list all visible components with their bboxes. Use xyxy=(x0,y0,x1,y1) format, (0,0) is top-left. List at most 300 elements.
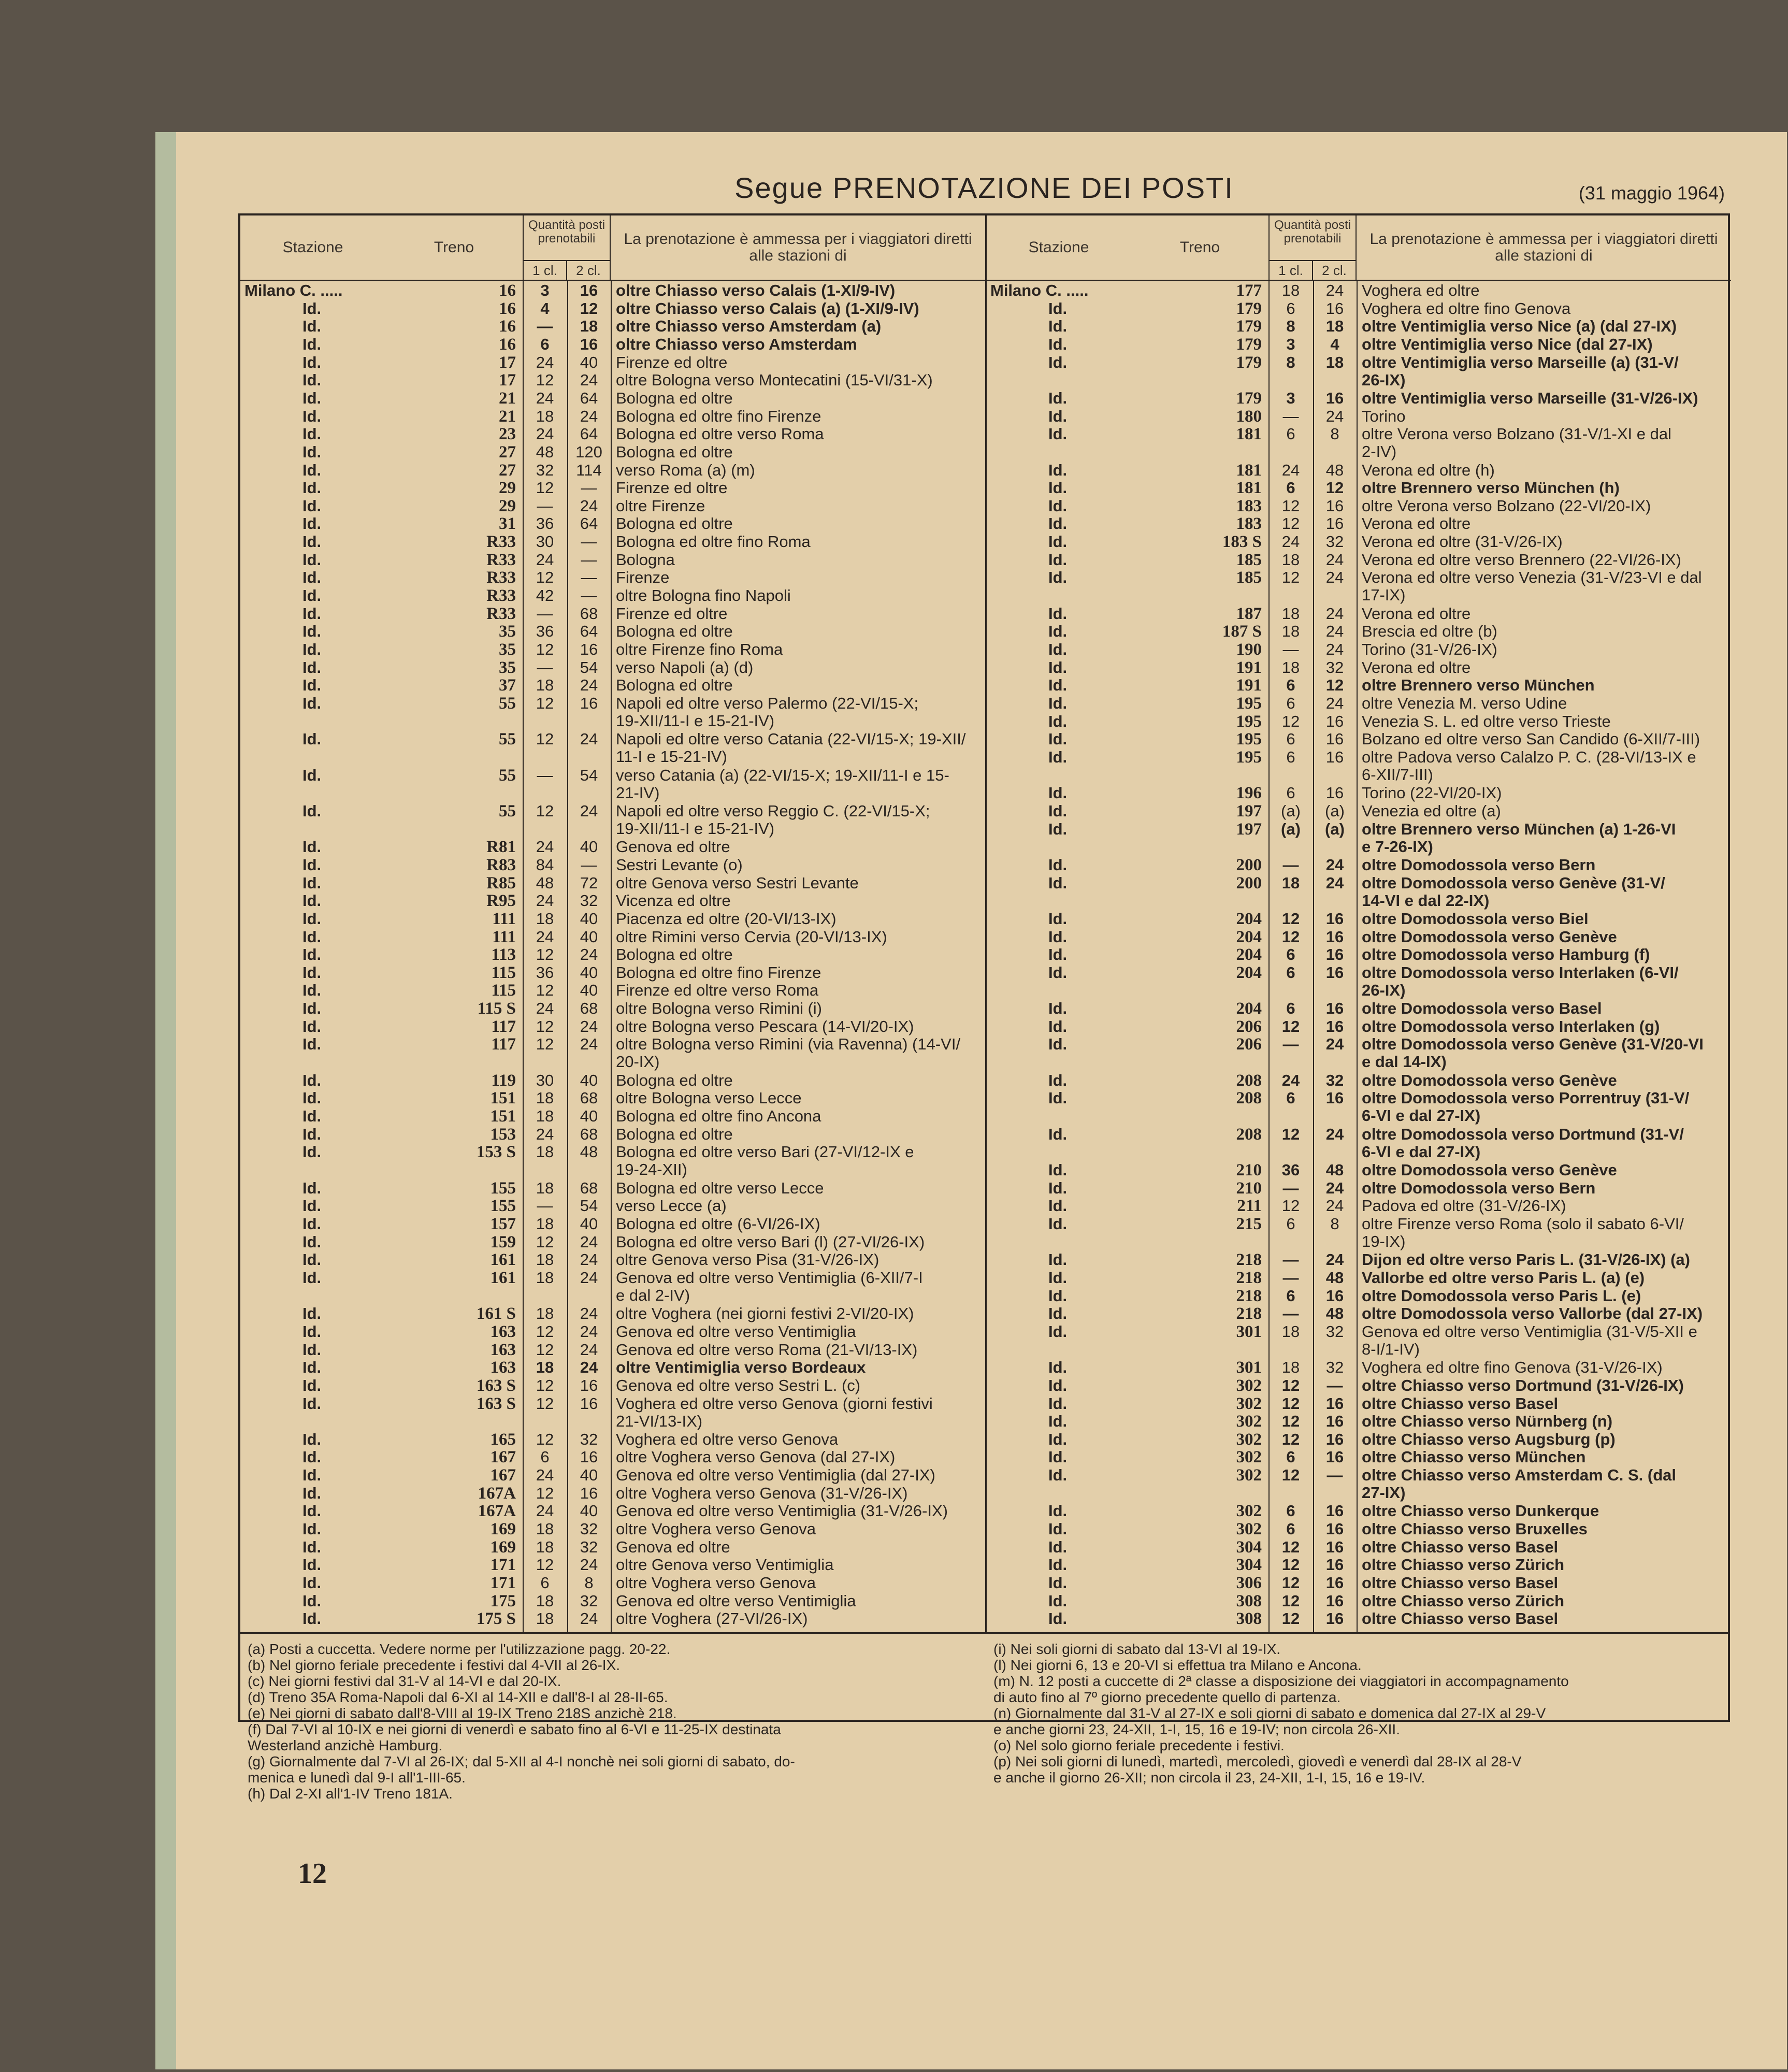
destination-cell: Voghera ed oltre verso Genova xyxy=(616,1430,839,1448)
first-class-seats-cell: 18 xyxy=(536,1143,554,1161)
destination-cell: Voghera ed oltre fino Genova xyxy=(1362,299,1571,318)
second-class-seats-cell: 18 xyxy=(1325,353,1344,371)
second-class-seats-cell: 24 xyxy=(1325,1250,1344,1269)
col-booking-header: La prenotazione è ammessa per i viaggiatori diretti alle stazioni di xyxy=(624,231,972,264)
destination-cell: Bologna ed oltre xyxy=(616,945,733,964)
second-class-label: 2 cl. xyxy=(1322,263,1347,278)
second-class-seats-cell: 16 xyxy=(1325,909,1344,928)
second-class-seats-cell: 12 xyxy=(580,299,598,318)
station-cell: Id. xyxy=(1048,801,1068,820)
station-cell: Id. xyxy=(1048,640,1068,659)
train-number-cell: 16 xyxy=(499,317,516,336)
train-number-cell: 175 xyxy=(490,1591,516,1610)
station-cell: Id. xyxy=(1048,784,1068,802)
second-class-seats-cell: 32 xyxy=(580,1591,598,1610)
first-class-seats-cell: 18 xyxy=(1281,873,1300,892)
second-class-seats-cell: — xyxy=(1326,1466,1343,1485)
station-cell: Id. xyxy=(302,299,322,318)
station-cell: Id. xyxy=(1048,1502,1068,1520)
second-class-seats-cell: 24 xyxy=(580,407,598,425)
second-class-seats-cell: 16 xyxy=(1325,730,1344,749)
train-number-cell: 16 xyxy=(499,299,516,318)
train-number-cell: 190 xyxy=(1236,640,1262,659)
destination-cell: oltre Venezia M. verso Udine xyxy=(1362,694,1567,713)
first-class-seats-cell: 12 xyxy=(1281,1609,1300,1628)
second-class-seats-cell: 16 xyxy=(1325,1089,1344,1107)
destination-cell: oltre Voghera verso Genova xyxy=(616,1574,816,1592)
first-class-seats-cell: 12 xyxy=(536,1017,554,1035)
station-cell: Id. xyxy=(1048,407,1068,425)
train-number-cell: 185 xyxy=(1236,550,1262,569)
first-class-seats-cell: 24 xyxy=(1281,533,1300,551)
footnote: (n) Giornalmente dal 31-V al 27-IX e soli giorni di sabato e domenica dal 27-IX al 29-V e anche giorni 23, 24-XII, 1-I, 15, 16 e 19-IV; non circola 26-XII. xyxy=(993,1705,1546,1737)
footnotes-right xyxy=(993,1641,1724,1786)
train-number-cell: 211 xyxy=(1237,1197,1262,1216)
first-class-seats-cell: 18 xyxy=(536,1609,554,1628)
second-class-seats-cell: 16 xyxy=(1325,1017,1344,1035)
destination-cell: Bologna ed oltre xyxy=(616,1125,733,1143)
destination-cell: oltre Chiasso verso Basel xyxy=(1362,1609,1559,1628)
second-class-seats-cell: 16 xyxy=(1325,963,1344,982)
station-cell: Id. xyxy=(1048,747,1068,766)
second-class-seats-cell: 16 xyxy=(1325,1574,1344,1592)
train-number-cell: 117 xyxy=(491,1017,516,1036)
station-cell: Id. xyxy=(1048,461,1068,479)
station-cell: Id. xyxy=(302,1250,322,1269)
destination-cell: Torino xyxy=(1362,407,1406,425)
first-class-seats-cell: 12 xyxy=(1281,1537,1300,1556)
second-class-seats-cell: 16 xyxy=(1325,1448,1344,1466)
first-class-seats-cell: 12 xyxy=(1281,496,1300,515)
footnote: (e) Nei giorni di sabato dall'8-VIII al 19-IX Treno 218S anzichè 218. xyxy=(248,1705,677,1721)
second-class-seats-cell: 12 xyxy=(1325,676,1344,695)
train-number-cell: 210 xyxy=(1236,1178,1262,1198)
train-number-cell: 115 S xyxy=(477,999,516,1018)
station-cell: Id. xyxy=(302,927,322,946)
second-class-seats-cell: — xyxy=(581,479,597,497)
train-number-cell: 21 xyxy=(499,407,516,426)
second-class-seats-cell: 68 xyxy=(580,1089,598,1107)
destination-cell: oltre Chiasso verso Dortmund (31-V/26-IX) xyxy=(1362,1376,1684,1394)
station-cell: Id. xyxy=(302,533,322,551)
train-number-cell: 161 xyxy=(490,1250,516,1270)
train-number-cell: 175 S xyxy=(476,1609,516,1629)
second-class-seats-cell: 48 xyxy=(1325,1304,1344,1323)
footnote: (o) Nel solo giorno feriale precedente i festivi. xyxy=(993,1737,1285,1753)
second-class-seats-cell: 24 xyxy=(1325,694,1344,713)
train-number-cell: R33 xyxy=(486,586,516,606)
first-class-seats-cell: — xyxy=(1282,1035,1299,1054)
destination-cell: oltre Chiasso verso Calais (a) (1-XI/9-IV) xyxy=(616,299,919,318)
destination-cell: oltre Chiasso verso Amsterdam (a) xyxy=(616,317,882,336)
destination-cell: Bolzano ed oltre verso San Candido (6-XII/7-III) xyxy=(1362,730,1700,749)
station-cell: Id. xyxy=(302,550,322,569)
destination-cell: Sestri Levante (o) xyxy=(616,855,743,874)
second-class-seats-cell: 32 xyxy=(1325,533,1344,551)
footnote: (b) Nel giorno feriale precedente i festivi dal 4-VII al 26-IX. xyxy=(248,1657,621,1673)
train-number-cell: 195 xyxy=(1236,694,1262,713)
second-class-seats-cell: 24 xyxy=(580,1268,598,1287)
station-cell: Id. xyxy=(302,1609,322,1628)
train-number-cell: 163 xyxy=(490,1322,516,1341)
destination-cell: oltre Chiasso verso Basel xyxy=(1362,1537,1559,1556)
train-number-cell: 16 xyxy=(499,335,516,354)
column-rule xyxy=(1357,281,1358,1632)
first-class-seats-cell: — xyxy=(537,604,553,623)
first-class-seats-cell: 6 xyxy=(1286,747,1295,766)
destination-cell: Genova ed oltre verso Ventimiglia xyxy=(616,1591,856,1610)
destination-cell: Firenze ed oltre verso Roma xyxy=(616,981,819,1000)
destination-cell: oltre Domodossola verso Genève (31-V/20-VI e dal 14-IX) xyxy=(1362,1035,1704,1071)
station-cell: Id. xyxy=(1048,299,1068,318)
station-cell: Id. xyxy=(1048,819,1068,838)
col-station-header: Stazione xyxy=(1028,239,1089,256)
train-number-cell: 157 xyxy=(490,1214,516,1233)
first-class-seats-cell: 8 xyxy=(1286,317,1295,336)
station-cell: Id. xyxy=(1048,1430,1068,1448)
destination-cell: Genova ed oltre verso Ventimiglia xyxy=(616,1322,856,1341)
first-class-seats-cell: 18 xyxy=(536,1178,554,1197)
footnote: (c) Nei giorni festivi dal 31-V al 14-VI e dal 20-IX. xyxy=(248,1673,561,1689)
destination-cell: Bologna ed oltre fino Roma xyxy=(616,533,811,551)
class-subheaders xyxy=(524,260,610,281)
station-cell: Id. xyxy=(302,1304,322,1323)
station-cell: Id. xyxy=(1048,1197,1068,1215)
destination-cell: oltre Chiasso verso Zürich xyxy=(1362,1591,1565,1610)
first-class-seats-cell: — xyxy=(537,1197,553,1215)
second-class-seats-cell: 40 xyxy=(580,909,598,928)
first-class-seats-cell: 6 xyxy=(1286,730,1295,749)
second-class-seats-cell: 24 xyxy=(1325,1125,1344,1143)
station-cell: Id. xyxy=(302,1556,322,1574)
destination-cell: Torino (31-V/26-IX) xyxy=(1362,640,1497,659)
first-class-seats-cell: 6 xyxy=(1286,676,1295,695)
second-class-seats-cell: 72 xyxy=(580,873,598,892)
station-cell: Id. xyxy=(302,407,322,425)
destination-cell: Napoli ed oltre verso Catania (22-VI/15-X; 19-XII/ 11-I e 15-21-IV) xyxy=(616,730,966,766)
first-class-seats-cell: 24 xyxy=(536,1125,554,1143)
first-class-seats-cell: — xyxy=(537,658,553,677)
first-class-seats-cell: 6 xyxy=(1286,694,1295,713)
station-cell: Id. xyxy=(1048,1520,1068,1538)
destination-cell: Genova ed oltre verso Ventimiglia (6-XII/7-I e dal 2-IV) xyxy=(616,1268,923,1304)
destination-cell: Bologna ed oltre (6-VI/26-IX) xyxy=(616,1214,820,1233)
train-number-cell: 196 xyxy=(1236,784,1262,803)
col-booking-header: La prenotazione è ammessa per i viaggiatori diretti alle stazioni di xyxy=(1369,231,1718,264)
destination-cell: oltre Voghera (nei giorni festivi 2-VI/20-IX) xyxy=(616,1304,914,1323)
destination-cell: oltre Domodossola verso Bern xyxy=(1362,855,1596,874)
station-cell: Id. xyxy=(1048,1358,1068,1377)
first-class-seats-cell: 6 xyxy=(1286,1502,1295,1520)
station-cell: Id. xyxy=(1048,1394,1068,1413)
train-number-cell: 29 xyxy=(499,479,516,498)
first-class-seats-cell: 12 xyxy=(1281,568,1300,587)
train-number-cell: 55 xyxy=(499,766,516,785)
train-number-cell: 163 S xyxy=(476,1376,516,1395)
station-cell: Id. xyxy=(302,1178,322,1197)
second-class-seats-cell: 24 xyxy=(580,1556,598,1574)
station-cell: Id. xyxy=(302,640,322,659)
second-class-seats-cell: 68 xyxy=(580,999,598,1018)
first-class-seats-cell: 12 xyxy=(1281,1574,1300,1592)
train-number-cell: 179 xyxy=(1236,317,1262,336)
second-class-seats-cell: 18 xyxy=(580,317,598,336)
station-cell: Id. xyxy=(302,963,322,982)
page-number: 12 xyxy=(298,1858,327,1890)
first-class-seats-cell: 24 xyxy=(1281,1071,1300,1089)
station-cell: Id. xyxy=(1048,1125,1068,1143)
destination-cell: Voghera ed oltre xyxy=(1362,281,1480,299)
first-class-seats-cell: 12 xyxy=(536,1394,554,1413)
footnote: (d) Treno 35A Roma-Napoli dal 6-XI al 14-XII e dall'8-I al 28-II-65. xyxy=(248,1689,668,1705)
first-class-seats-cell: 6 xyxy=(540,1448,550,1466)
train-number-cell: 191 xyxy=(1236,658,1262,677)
second-class-seats-cell: 4 xyxy=(1330,335,1339,353)
train-number-cell: 183 xyxy=(1236,514,1262,534)
second-class-seats-cell: 32 xyxy=(1325,658,1344,677)
train-number-cell: 151 xyxy=(490,1089,516,1108)
destination-cell: Genova ed oltre verso Ventimiglia (dal 27-IX) xyxy=(616,1466,935,1485)
train-number-cell: R95 xyxy=(486,891,516,911)
destination-cell: oltre Brennero verso München (h) xyxy=(1362,479,1620,497)
train-number-cell: 308 xyxy=(1236,1609,1262,1629)
station-cell: Id. xyxy=(302,425,322,443)
first-class-seats-cell: 24 xyxy=(536,1502,554,1520)
destination-cell: oltre Bologna verso Lecce xyxy=(616,1089,802,1107)
train-number-cell: 161 xyxy=(490,1268,516,1287)
destination-cell: Verona ed oltre xyxy=(1362,658,1471,677)
first-class-seats-cell: 6 xyxy=(1286,1286,1295,1305)
destination-cell: Bologna ed oltre xyxy=(616,388,733,407)
destination-cell: Verona ed oltre verso Brennero (22-VI/26-IX) xyxy=(1362,550,1681,569)
train-number-cell: 155 xyxy=(490,1197,516,1216)
station-cell: Id. xyxy=(302,1502,322,1520)
destination-cell: oltre Bologna verso Rimini (i) xyxy=(616,999,822,1018)
first-class-seats-cell: 12 xyxy=(1281,712,1300,730)
second-class-seats-cell: 40 xyxy=(580,353,598,371)
station-cell: Id. xyxy=(302,568,322,587)
train-number-cell: 159 xyxy=(490,1232,516,1251)
second-class-seats-cell: 18 xyxy=(1325,317,1344,336)
station-cell: Id. xyxy=(1048,1286,1068,1305)
destination-cell: Venezia S. L. ed oltre verso Trieste xyxy=(1362,712,1611,730)
train-number-cell: 304 xyxy=(1236,1556,1262,1575)
destination-cell: Voghera ed oltre verso Genova (giorni festivi 21-VI/13-IX) xyxy=(616,1394,933,1430)
station-cell: Id. xyxy=(1048,909,1068,928)
station-cell: Id. xyxy=(302,676,322,695)
station-cell: Id. xyxy=(302,1071,322,1089)
train-number-cell: 301 xyxy=(1236,1322,1262,1341)
train-number-cell: 155 xyxy=(490,1178,516,1198)
first-class-seats-cell: — xyxy=(537,317,553,336)
first-class-seats-cell: 18 xyxy=(1281,550,1300,569)
station-cell: Id. xyxy=(1048,335,1068,353)
station-cell: Id. xyxy=(302,1448,322,1466)
first-class-seats-cell: 30 xyxy=(536,533,554,551)
right-table xyxy=(986,215,1731,1632)
second-class-seats-cell: 48 xyxy=(580,1143,598,1161)
second-class-seats-cell: 16 xyxy=(1325,927,1344,946)
first-class-seats-cell: 6 xyxy=(1286,1214,1295,1233)
train-number-cell: 302 xyxy=(1236,1376,1262,1395)
second-class-seats-cell: 64 xyxy=(580,514,598,533)
first-class-seats-cell: 12 xyxy=(1281,927,1300,946)
station-cell: Id. xyxy=(302,1537,322,1556)
second-class-seats-cell: 48 xyxy=(1325,461,1344,479)
destination-cell: oltre Domodossola verso Genève (31-V/ 14-VI e dal 22-IX) xyxy=(1362,873,1665,910)
train-number-cell: 151 xyxy=(490,1107,516,1126)
first-class-seats-cell: 12 xyxy=(536,1322,554,1341)
first-class-seats-cell: 12 xyxy=(536,730,554,749)
first-class-seats-cell: (a) xyxy=(1281,801,1301,820)
destination-cell: verso Catania (a) (22-VI/15-X; 19-XII/11-I e 15- 21-IV) xyxy=(616,766,949,802)
second-class-seats-cell: 40 xyxy=(580,963,598,982)
train-number-cell: 197 xyxy=(1236,801,1262,821)
train-number-cell: 179 xyxy=(1236,335,1262,354)
second-class-seats-cell: 16 xyxy=(1325,1394,1344,1413)
first-class-seats-cell: 36 xyxy=(536,622,554,641)
destination-cell: oltre Chiasso verso Dunkerque xyxy=(1362,1502,1599,1520)
train-number-cell: 218 xyxy=(1236,1304,1262,1323)
train-number-cell: 206 xyxy=(1236,1035,1262,1054)
station-cell: Id. xyxy=(302,388,322,407)
station-cell: Id. xyxy=(1048,963,1068,982)
left-table-body xyxy=(240,281,985,1632)
station-cell: Id. xyxy=(1048,568,1068,587)
first-class-seats-cell: 24 xyxy=(1281,461,1300,479)
station-cell: Id. xyxy=(1048,1035,1068,1054)
second-class-seats-cell: 24 xyxy=(1325,1035,1344,1054)
station-cell: Id. xyxy=(302,855,322,874)
first-class-seats-cell: — xyxy=(1282,640,1299,659)
train-number-cell: 302 xyxy=(1236,1412,1262,1431)
station-cell: Id. xyxy=(302,461,322,479)
second-class-seats-cell: 40 xyxy=(580,1071,598,1089)
second-class-seats-cell: (a) xyxy=(1325,801,1345,820)
station-cell: Id. xyxy=(302,891,322,910)
train-number-cell: 180 xyxy=(1236,407,1262,426)
second-class-seats-cell: 16 xyxy=(1325,999,1344,1018)
first-class-seats-cell: 18 xyxy=(536,909,554,928)
destination-cell: oltre Ventimiglia verso Marseille (a) (31-V/ 26-IX) xyxy=(1362,353,1679,389)
train-number-cell: 153 xyxy=(490,1125,516,1144)
station-cell: Id. xyxy=(302,766,322,784)
station-cell: Id. xyxy=(1048,1089,1068,1107)
destination-cell: verso Napoli (a) (d) xyxy=(616,658,754,677)
second-class-seats-cell: 48 xyxy=(1325,1161,1344,1179)
train-number-cell: 302 xyxy=(1236,1502,1262,1521)
station-cell: Id. xyxy=(302,1394,322,1413)
train-number-cell: 200 xyxy=(1236,873,1262,893)
station-cell: Id. xyxy=(302,1574,322,1592)
first-class-seats-cell: 12 xyxy=(1281,1376,1300,1394)
second-class-seats-cell: 24 xyxy=(580,945,598,964)
train-number-cell: 16 xyxy=(499,281,516,300)
train-number-cell: 23 xyxy=(499,425,516,444)
station-cell: Id. xyxy=(1048,514,1068,533)
destination-cell: Torino (22-VI/20-IX) xyxy=(1362,784,1502,802)
train-number-cell: R33 xyxy=(486,533,516,552)
destination-cell: Bologna ed oltre verso Bari (27-VI/12-IX e 19-24-XII) xyxy=(616,1143,914,1179)
second-class-seats-cell: 16 xyxy=(1325,945,1344,964)
station-cell: Id. xyxy=(1048,927,1068,946)
station-cell: Id. xyxy=(1048,479,1068,497)
station-cell: Id. xyxy=(302,1232,322,1251)
second-class-seats-cell: 40 xyxy=(580,927,598,946)
second-class-seats-cell: 24 xyxy=(580,1017,598,1035)
train-number-cell: 115 xyxy=(491,981,516,1000)
station-cell: Id. xyxy=(1048,999,1068,1018)
station-cell: Id. xyxy=(302,694,322,713)
train-number-cell: 169 xyxy=(490,1520,516,1539)
second-class-seats-cell: 24 xyxy=(1325,407,1344,425)
station-cell: Id. xyxy=(302,1089,322,1107)
station-cell: Id. xyxy=(1048,1556,1068,1574)
destination-cell: Dijon ed oltre verso Paris L. (31-V/26-IX) (a) xyxy=(1362,1250,1690,1269)
second-class-seats-cell: 16 xyxy=(580,281,598,299)
first-class-seats-cell: — xyxy=(537,766,553,784)
first-class-seats-cell: 18 xyxy=(536,1591,554,1610)
destination-cell: Genova ed oltre xyxy=(616,838,730,856)
station-cell: Id. xyxy=(1048,873,1068,892)
destination-cell: verso Roma (a) (m) xyxy=(616,461,755,479)
station-cell: Id. xyxy=(1048,317,1068,336)
first-class-seats-cell: 12 xyxy=(1281,1017,1300,1035)
second-class-seats-cell: 24 xyxy=(580,1340,598,1359)
station-cell: Id. xyxy=(1048,1268,1068,1287)
first-class-seats-cell: 8 xyxy=(1286,353,1295,371)
train-number-cell: 187 xyxy=(1236,604,1262,623)
left-table-header xyxy=(240,215,985,281)
station-cell: Id. xyxy=(302,1520,322,1538)
destination-cell: oltre Domodossola verso Interlaken (6-VI/ 26-IX) xyxy=(1362,963,1679,999)
first-class-seats-cell: 18 xyxy=(536,1304,554,1323)
train-number-cell: 27 xyxy=(499,461,516,480)
destination-cell: oltre Voghera verso Genova (dal 27-IX) xyxy=(616,1448,896,1466)
first-class-seats-cell: 12 xyxy=(1281,514,1300,533)
station-cell: Id. xyxy=(302,658,322,677)
train-number-cell: 35 xyxy=(499,658,516,677)
train-number-cell: 117 xyxy=(491,1035,516,1054)
first-class-seats-cell: 18 xyxy=(536,1107,554,1126)
train-number-cell: 17 xyxy=(499,353,516,372)
second-class-seats-cell: 40 xyxy=(580,1502,598,1520)
second-class-seats-cell: 24 xyxy=(1325,550,1344,569)
first-class-seats-cell: — xyxy=(537,496,553,515)
second-class-seats-cell: 16 xyxy=(1325,1591,1344,1610)
station-cell: Id. xyxy=(1048,945,1068,964)
station-cell: Id. xyxy=(1048,353,1068,371)
second-class-seats-cell: 16 xyxy=(580,1394,598,1413)
station-cell: Id. xyxy=(1048,1322,1068,1341)
destination-cell: Bologna ed oltre fino Ancona xyxy=(616,1107,821,1126)
first-class-seats-cell: 6 xyxy=(1286,1089,1295,1107)
first-class-seats-cell: 12 xyxy=(536,371,554,390)
first-class-seats-cell: 12 xyxy=(1281,1556,1300,1574)
train-number-cell: 215 xyxy=(1236,1214,1262,1233)
destination-cell: oltre Domodossola verso Interlaken (g) xyxy=(1362,1017,1660,1035)
first-class-seats-cell: — xyxy=(1282,1250,1299,1269)
page-title: Segue PRENOTAZIONE DEI POSTI xyxy=(734,171,1234,204)
second-class-seats-cell: 32 xyxy=(1325,1071,1344,1089)
second-class-seats-cell: 40 xyxy=(580,981,598,1000)
train-number-cell: 167A xyxy=(478,1502,516,1521)
footnote: (a) Posti a cuccetta. Vedere norme per l'utilizzazione pagg. 20-22. xyxy=(248,1641,671,1657)
second-class-seats-cell: 64 xyxy=(580,388,598,407)
destination-cell: oltre Bologna verso Montecatini (15-VI/31-X) xyxy=(616,371,933,390)
destination-cell: oltre Firenze verso Roma (solo il sabato 6-VI/ 19-IX) xyxy=(1362,1214,1684,1250)
timetable-frame xyxy=(238,213,1730,1802)
